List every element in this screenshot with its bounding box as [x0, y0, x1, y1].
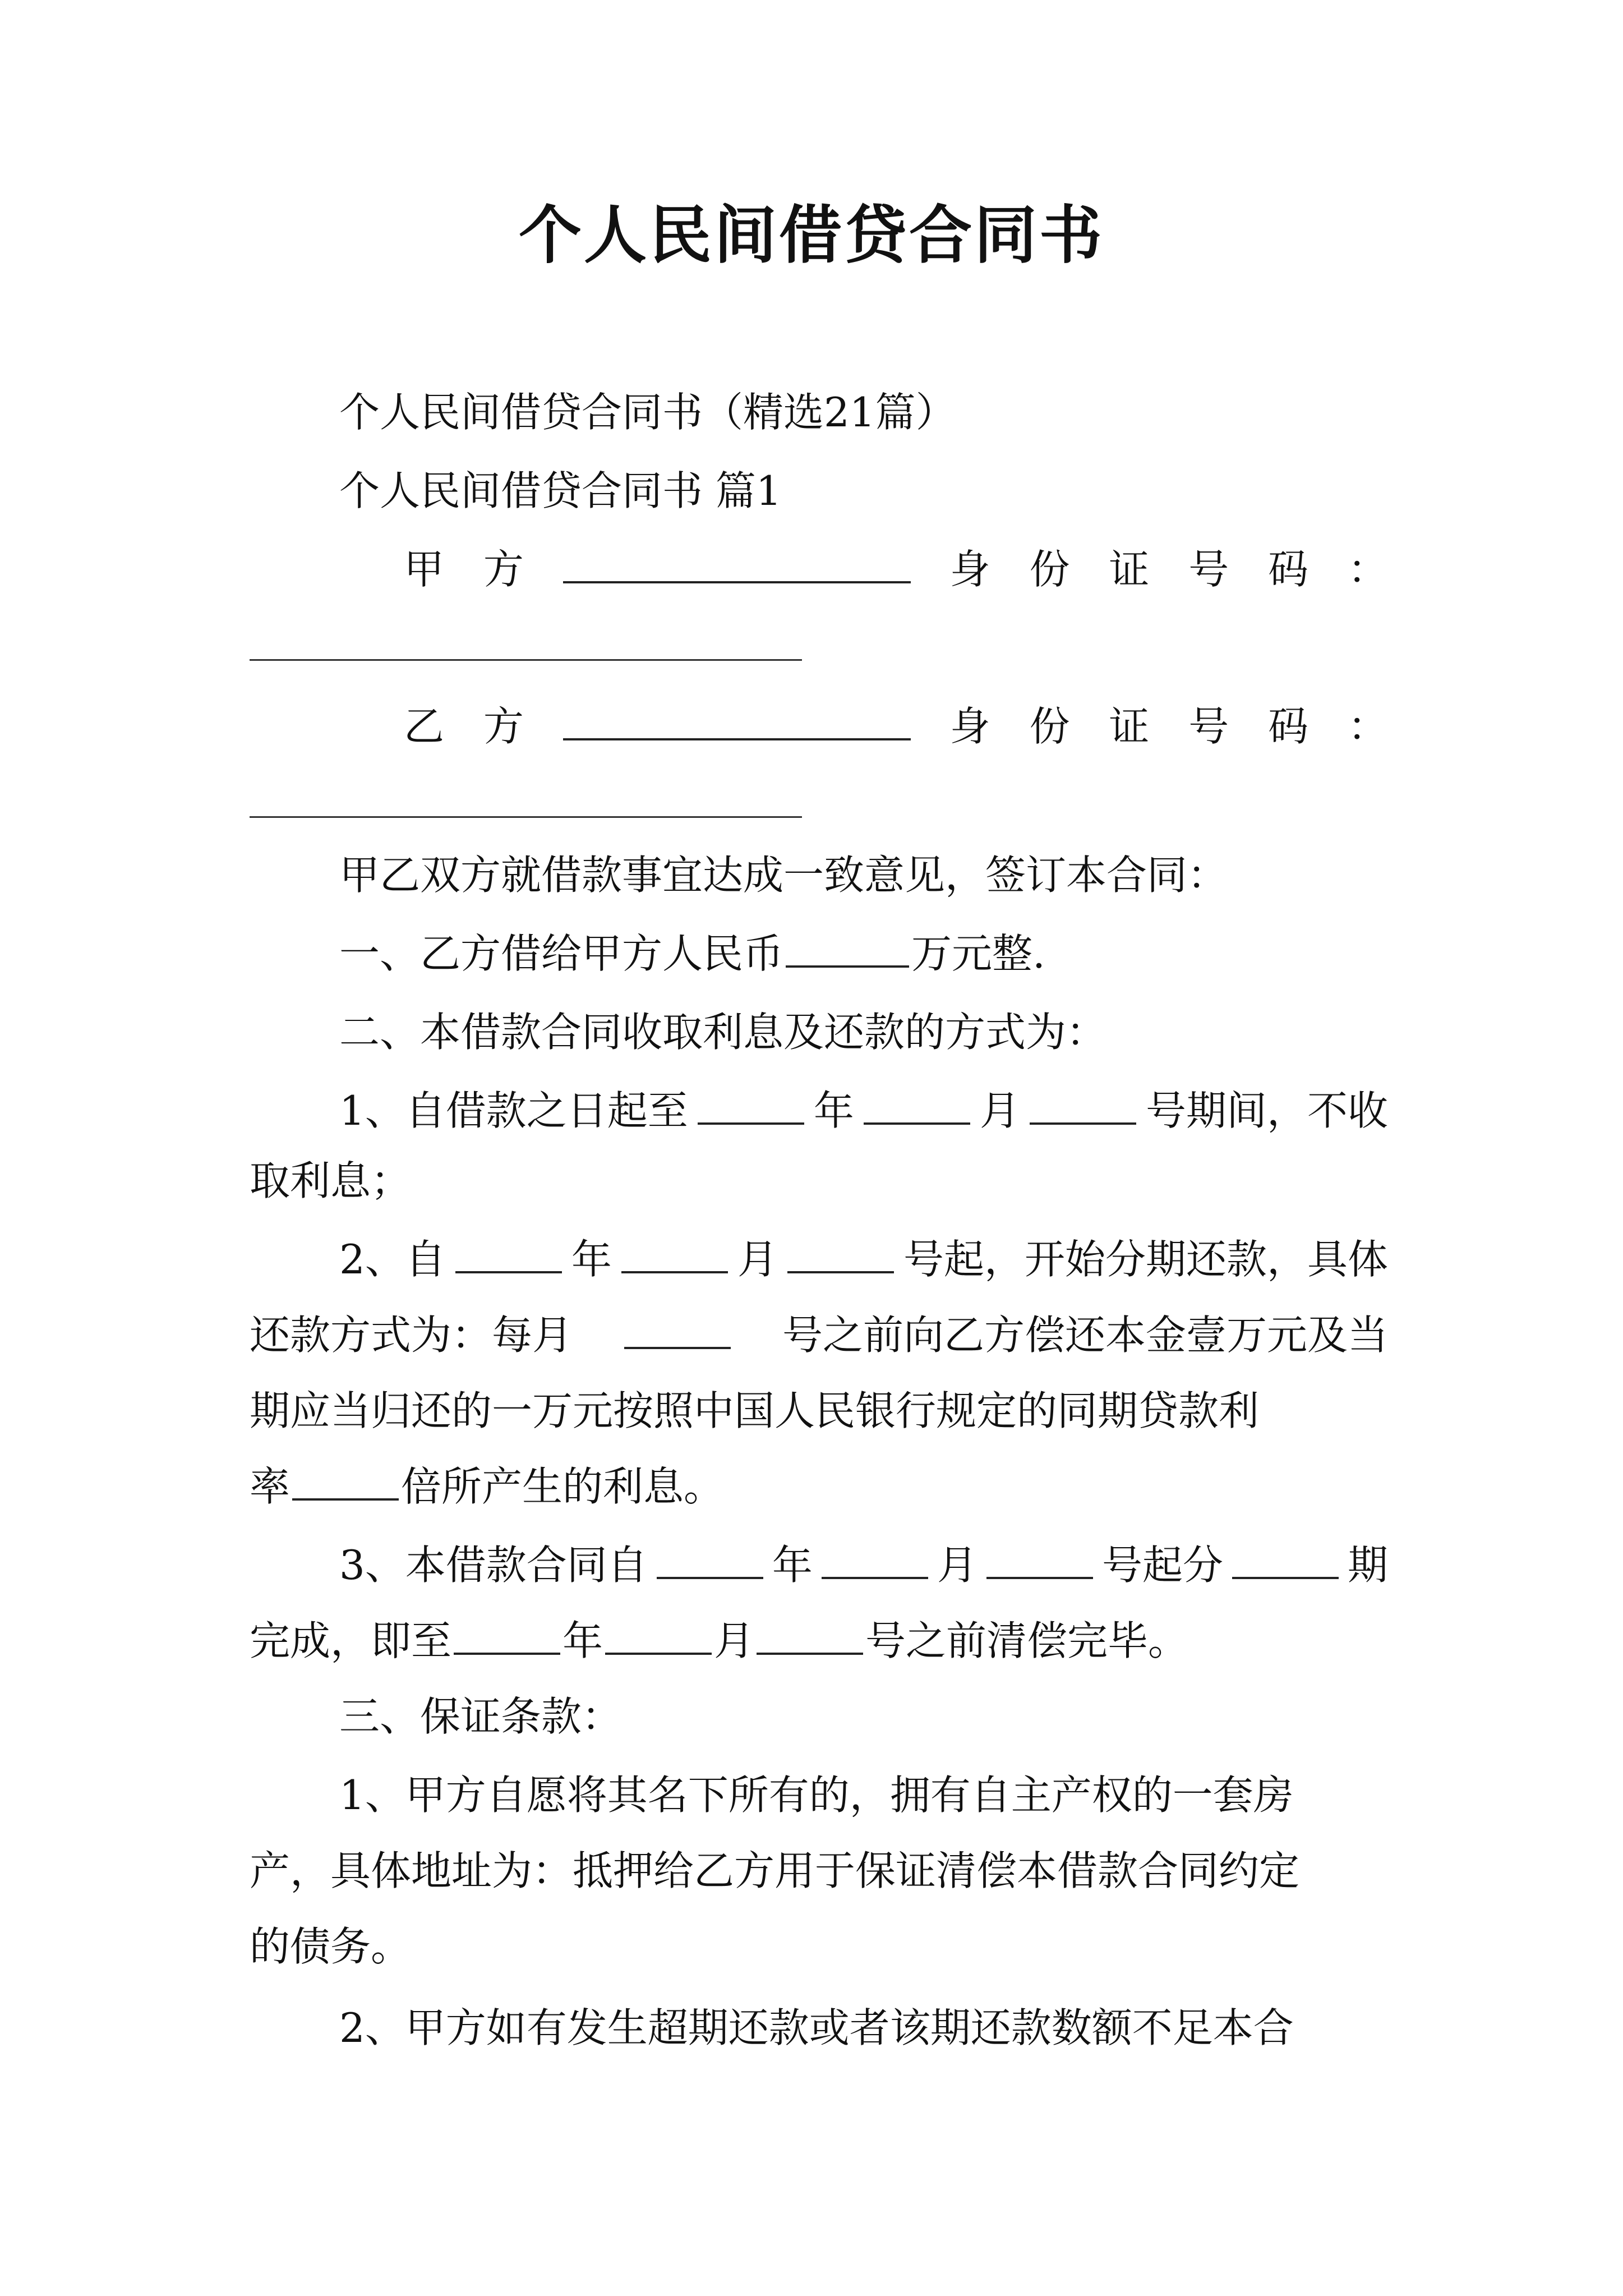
month-blank [621, 1235, 728, 1273]
day-blank [787, 1235, 894, 1273]
day-blank [757, 1617, 863, 1655]
party-a-name-blank [563, 545, 911, 583]
party-b-name-blank [563, 702, 911, 740]
party-a-id-char: 身 [949, 546, 990, 593]
party-b-row [404, 696, 1388, 757]
party-a-row [404, 539, 1388, 600]
clause-2-1-line-1 [339, 1080, 1388, 1142]
clause-2-1-line-2: 取利息； [250, 1157, 412, 1204]
c23-l2-year: 年 [562, 1617, 603, 1664]
party-b-id-char: 证 [1109, 703, 1150, 750]
year-blank [454, 1617, 560, 1655]
clause-2-3-line-1 [339, 1534, 1388, 1596]
month-blank [605, 1617, 712, 1655]
clause-2-3-line-2 [250, 1610, 1188, 1672]
page-title: 个人民间借贷合同书 [519, 199, 1104, 272]
c23-l2-text: 完成，即至 [250, 1617, 452, 1664]
clause-1 [339, 923, 1045, 984]
party-a-id-char: ： [1347, 546, 1388, 593]
party-b-id-char: 身 [949, 703, 990, 750]
clause-2-2-line-1 [339, 1228, 1388, 1290]
party-b-label-char: 乙 [404, 703, 445, 750]
c21-month: 月 [979, 1087, 1020, 1134]
clause-3-1-line-3: 的债务。 [250, 1923, 412, 1970]
party-a-id-char: 证 [1109, 546, 1150, 593]
c23-month: 月 [937, 1542, 978, 1589]
clause-2-2-line-3: 期应当归还的一万元按照中国人民银行规定的同期贷款利 [250, 1387, 1260, 1434]
clause-3-heading: 三、保证条款： [339, 1693, 623, 1740]
party-b-id-blank [250, 816, 802, 818]
clause-2-2-line-2 [250, 1304, 1388, 1366]
day-blank [1030, 1087, 1136, 1125]
c23-l2-text-end: 号之前清偿完毕。 [865, 1617, 1189, 1664]
subtitle-collection: 个人民间借贷合同书（精选21篇） [339, 389, 956, 436]
party-b-id-char: ： [1347, 703, 1388, 750]
clause-2-2-line-4 [250, 1456, 724, 1517]
party-a-id-char: 号 [1188, 546, 1229, 593]
party-a-label-char: 方 [483, 546, 524, 593]
period-blank [1232, 1541, 1339, 1579]
c22-year: 年 [571, 1236, 612, 1283]
c23-text: 3、本借款合同自 [339, 1542, 648, 1589]
day-blank [986, 1541, 1093, 1579]
c22-month: 月 [737, 1236, 778, 1283]
subtitle-chapter: 个人民间借贷合同书 篇1 [339, 467, 782, 514]
multiplier-blank [292, 1462, 399, 1501]
amount-blank [786, 930, 909, 968]
party-b-id-char: 码 [1268, 703, 1309, 750]
c22-text: 2、自 [339, 1236, 446, 1283]
c23-period: 期 [1347, 1542, 1388, 1589]
party-a-id-char: 份 [1029, 546, 1070, 593]
month-blank [822, 1541, 928, 1579]
party-a-id-blank [250, 659, 802, 661]
year-blank [657, 1541, 763, 1579]
party-b-id-char: 份 [1029, 703, 1070, 750]
intro-paragraph: 甲乙双方就借款事宜达成一致意见，签订本合同： [339, 852, 1228, 899]
party-b-label-char: 方 [483, 703, 524, 750]
year-blank [698, 1087, 804, 1125]
c22-l4-text: 率 [250, 1463, 291, 1510]
c21-text-end: 号期间，不收 [1145, 1087, 1388, 1134]
clause-3-1-line-1: 1、甲方自愿将其名下所有的，拥有自主产权的一套房 [339, 1772, 1294, 1819]
clause-3-2-line-1: 2、甲方如有发生超期还款或者该期还款数额不足本合 [339, 2004, 1294, 2051]
c23-text-mid: 号起分 [1101, 1542, 1223, 1589]
party-a-id-char: 码 [1268, 546, 1309, 593]
year-blank [455, 1235, 562, 1273]
c21-year: 年 [813, 1087, 854, 1134]
c22-l2-text: 还款方式为：每月 [250, 1312, 573, 1359]
c22-text-end: 号起，开始分期还款，具体 [903, 1236, 1388, 1283]
c21-text: 1、自借款之日起至 [339, 1087, 688, 1134]
clause-3-1-line-2: 产，具体地址为：抵押给乙方用于保证清偿本借款合同约定 [250, 1847, 1300, 1894]
party-b-id-char: 号 [1188, 703, 1229, 750]
c23-year: 年 [772, 1542, 813, 1589]
clause-1-text-end: 万元整. [911, 930, 1045, 977]
day-blank [624, 1311, 731, 1349]
c22-l2-text-end: 号之前向乙方偿还本金壹万元及当 [782, 1312, 1388, 1359]
month-blank [864, 1087, 970, 1125]
party-a-label-char: 甲 [404, 546, 445, 593]
clause-1-text: 一、乙方借给甲方人民币 [339, 930, 784, 977]
clause-2-heading: 二、本借款合同收取利息及还款的方式为： [339, 1009, 1107, 1056]
c23-l2-month: 月 [714, 1617, 755, 1664]
c22-l4-text-end: 倍所产生的利息。 [401, 1463, 725, 1510]
